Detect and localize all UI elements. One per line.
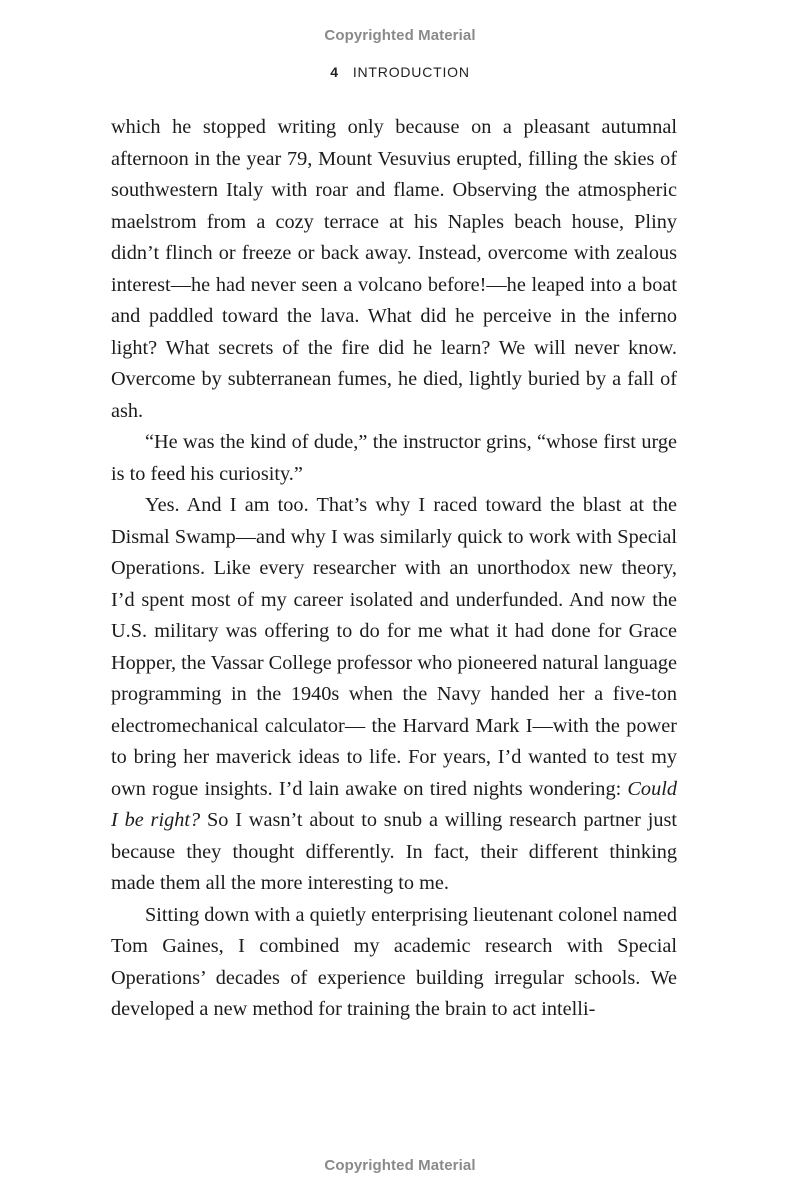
paragraph-3-text-before: Yes. And I am too. That’s why I raced toward the blast at the Dismal Swamp—and why I was similarly quick to work with Special Operations. Like every researcher with an unorthodox new theory, I’d spent most of my career isolated and underfunded. And now the U.S. military was offering to do for me what it had done for Grace Hopper, the Vassar College professor who pioneered natural language programming in the 1940s when the Navy handed her a five-ton electromechanical calculator— the Harvard Mark I—with the power to bring her maverick ideas to life. For years, I’d wanted to test my own rogue insights. I’d lain awake on tired nights wondering: [111, 494, 677, 800]
paragraph-2: “He was the kind of dude,” the instructor grins, “whose first urge is to feed his curiosity.” [111, 431, 677, 485]
paragraph-3-italic-question: Could I be right? [111, 777, 677, 831]
copyright-watermark-bottom: Copyrighted Material [324, 1157, 476, 1174]
body-text [111, 112, 677, 1026]
page-number: 4 [330, 64, 339, 80]
running-head [0, 64, 800, 80]
copyright-watermark-top: Copyrighted Material [324, 27, 476, 44]
paragraph-3-text-after: So I wasn’t about to snub a willing research partner just because they thought differently. In fact, their different thinking made them all the more interesting to me. [111, 809, 678, 894]
paragraph-3 [111, 490, 677, 900]
paragraph-1: which he stopped writing only because on a pleasant autumnal afternoon in the year 79, Mount Vesuvius erupted, filling the skies of southwestern Italy with roar and flame. Observing the atmospheric maelstrom from a cozy terrace at his Naples beach house, Pliny didn’t flinch or freeze or back away. Instead, overcome with zealous interest—he had never seen a volcano before!—he leaped into a boat and paddled toward the lava. What did he perceive in the inferno light? What secrets of the fire did he learn? We will never know. Overcome by subterranean fumes, he died, lightly buried by a fall of ash. [111, 116, 677, 422]
section-title: INTRODUCTION [352, 64, 470, 80]
paragraph-4: Sitting down with a quietly enterprising lieutenant colonel named Tom Gaines, I combined my academic research with Special Operations’ decades of experience building irregular schools. We developed a new method for training the brain to act intelli- [111, 903, 677, 1020]
